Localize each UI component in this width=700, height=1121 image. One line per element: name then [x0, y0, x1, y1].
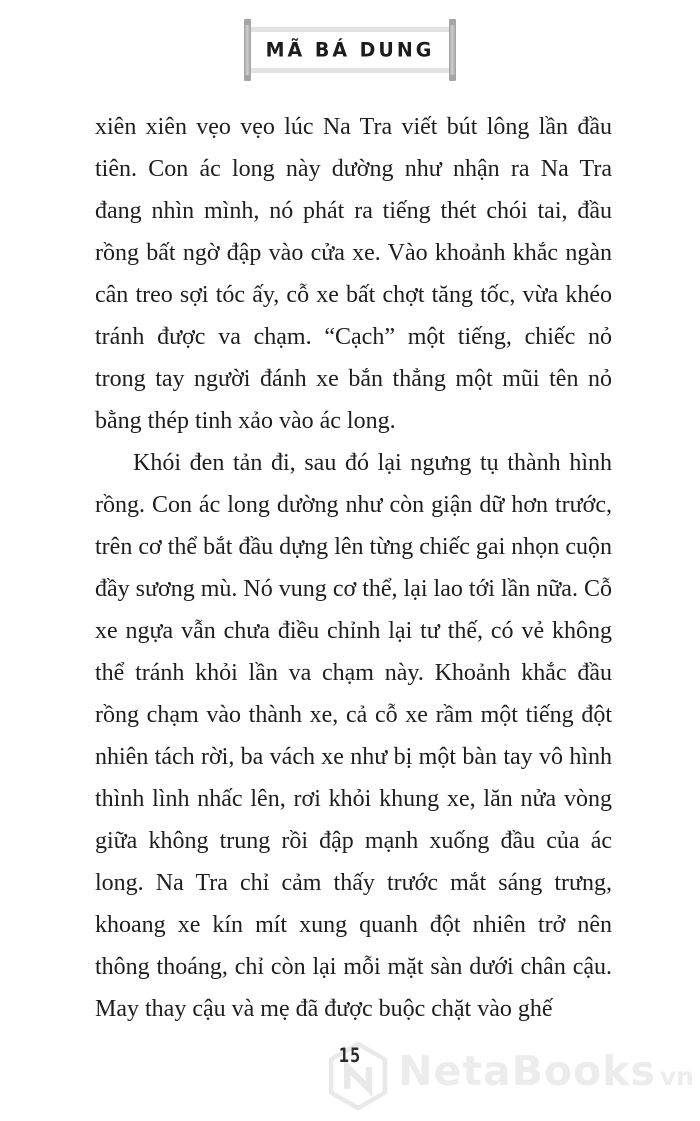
- scroll-banner: [251, 27, 449, 73]
- watermark-tld: vn: [659, 1062, 694, 1091]
- scroll-rod-left-icon: [244, 22, 251, 78]
- author-header-scroll: [244, 22, 456, 78]
- watermark-brand: NetaBooks: [398, 1047, 656, 1095]
- page-text-block: [95, 106, 612, 1030]
- scroll-rod-right-icon: [449, 22, 456, 78]
- page-footer: [0, 1046, 700, 1066]
- paragraph: Khói đen tản đi, sau đó lại ngưng tụ thành hình rồng. Con ác long dường như còn giận dữ hơn trước, trên cơ thể bắt đầu dựng lên từng chiếc gai nhọn cuộn đầy sương mù. Nó vung cơ thể, lại lao tới lần nữa. Cỗ xe ngựa vẫn chưa điều chỉnh lại tư thế, có vẻ không thể tránh khỏi lần va chạm này. Khoảnh khắc đầu rồng chạm vào thành xe, cả cỗ xe rầm một tiếng đột nhiên tách rời, ba vách xe như bị một bàn tay vô hình thình lình nhấc lên, rơi khỏi khung xe, lăn nửa vòng giữa không trung rồi đập mạnh xuống đầu của ác long. Na Tra chỉ cảm thấy trước mắt sáng trưng, khoang xe kín mít xung quanh đột nhiên trở nên thông thoáng, chỉ còn lại mỗi mặt sàn dưới chân cậu. May thay cậu và mẹ đã được buộc chặt vào ghế: [95, 450, 612, 1022]
- paragraph: xiên xiên vẹo vẹo lúc Na Tra viết bút lông lần đầu tiên. Con ác long này dường như nhận ra Na Tra đang nhìn mình, nó phát ra tiếng thét chói tai, đầu rồng bất ngờ đập vào cửa xe. Vào khoảnh khắc ngàn cân treo sợi tóc ấy, cỗ xe bất chợt tăng tốc, vừa khéo tránh được va chạm. “Cạch” một tiếng, chiếc nỏ trong tay người đánh xe bắn thẳng một mũi tên nỏ bằng thép tinh xảo vào ác long.: [95, 114, 612, 434]
- page-number: 15: [338, 1044, 362, 1068]
- author-name: MÃ BÁ DUNG: [265, 38, 435, 62]
